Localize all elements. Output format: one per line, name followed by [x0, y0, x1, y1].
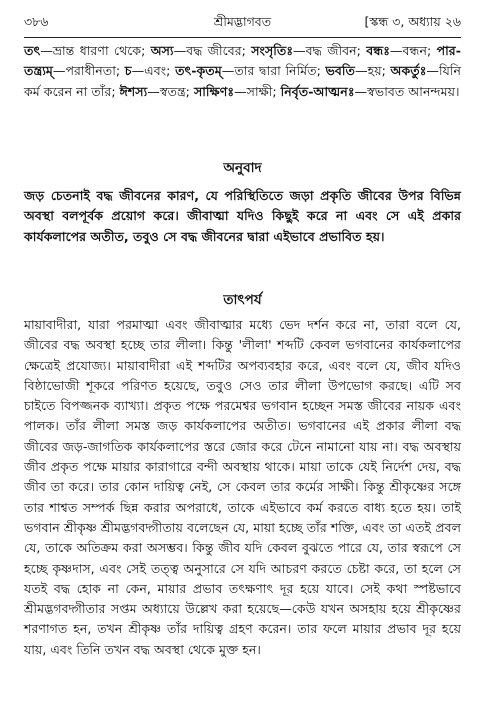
- synonym-meaning: —তার দ্বারা নির্মিত;: [221, 63, 326, 79]
- synonym-word: চ: [124, 63, 132, 79]
- synonym-word: তৎ-কৃতম্: [175, 63, 222, 79]
- synonym-meaning: —বন্ধন;: [389, 43, 437, 58]
- synonym-meaning: —যিনি কর্ম করেন না তাঁর;: [24, 63, 461, 99]
- synonym-meaning: —বদ্ধ জীবের;: [173, 43, 252, 58]
- running-header: [24, 12, 461, 38]
- purport-block: [24, 289, 461, 660]
- purport-heading: তাৎপর্য: [223, 292, 262, 308]
- synonym-meaning: —বদ্ধ জীবন;: [293, 43, 367, 58]
- translation-block: [24, 157, 461, 247]
- synonym-meaning: —স্বভাবত আনন্দময়।: [354, 83, 460, 99]
- synonym-meaning: —পরাধীনতা;: [52, 63, 125, 79]
- synonym-meaning: —ভ্রান্ত ধারণা থেকে;: [40, 43, 151, 58]
- synonyms-paragraph: [24, 41, 461, 102]
- synonym-word: সংসৃতিঃ: [251, 43, 294, 58]
- synonym-word: পার-তন্ত্র্যম্: [24, 43, 461, 79]
- purport-text: মায়াবাদীরা, যারা পরমাত্মা এবং জীবাত্মার মধ্যে ভেদ দর্শন করে না, তারা বলে যে, জীবের বদ্ধ অবস্থা হচ্ছে তার লীলা। কিন্তু 'লীলা' শব্দটি কেবল ভগবানের কার্যকলাপের ক্ষেত্রেই প্রযোজ্য। মায়াবাদীরা এই শব্দটির অপব্যবহার করে, এবং বলে যে, জীব যদিও বিষ্ঠাভোজী শূকরে পরিণত হয়েছে, তবুও সেও তার লীলা উপভোগ করছে। এটি সব চাইতে বিপজ্জনক ব্যাখ্যা। প্রকৃত পক্ষে পরমেশ্বর ভগবান হচ্ছেন সমস্ত জীবের নায়ক এবং পালক। তাঁর লীলা সমস্ত জড় কার্যকলাপের অতীত। ভগবানের এই প্রকার লীলা বদ্ধ জীবের জড়-জাগতিক কার্যকলাপের স্তরে জোর করে টেনে নামানো যায় না। বদ্ধ অবস্থায় জীব প্রকৃত পক্ষে মায়ার কারাগারে বন্দী অবস্থায় থাকে। মায়া তাকে যেই নির্দেশ দেয়, বদ্ধ জীব তা করে। তার কোন দায়িত্ব নেই, সে কেবল তার কর্মের সাক্ষী। কিন্তু শ্রীকৃষ্ণের সঙ্গে তার শাশ্বত সম্পর্ক ছিন্ন করার অপরাধে, তাকে এইভাবে কর্ম করতে বাধ্য হতে হয়। তাই ভগবান শ্রীকৃষ্ণ শ্রীমদ্ভগবদ্গীতায় বলেছেন যে, মায়া হচ্ছে তাঁর শক্তি, এবং তা এতই প্রবল যে, তাকে অতিক্রম করা অসম্ভব। কিন্তু জীব যদি কেবল বুঝতে পারে যে, তার স্বরূপে সে হচ্ছে কৃষ্ণদাস, এবং সেই তত্ত্ব অনুসারে সে যদি আচরণ করতে চেষ্টা করে, তা হলে সে যতই বদ্ধ হোক না কেন, মায়ার প্রভাব তৎক্ষণাৎ দূর হয়ে যাবে। সেই কথা স্পষ্টভাবে শ্রীমদ্ভগবদ্গীতার সপ্তম অধ্যায়ে উল্লেখ করা হয়েছে—কেউ যখন অসহায় হয়ে শ্রীকৃষ্ণের শরণাগত হন, তখন শ্রীকৃষ্ণ তাঁর দায়িত্ব গ্রহণ করেন। তার ফলে মায়ার প্রভাব দূর হয়ে যায়, এবং তিনি তখন বদ্ধ অবস্থা থেকে মুক্ত হন।: [24, 317, 461, 657]
- synonym-meaning: —সাক্ষী;: [234, 83, 281, 99]
- translation-heading: অনুবাদ: [223, 160, 262, 176]
- synonym-word: তৎ: [24, 43, 41, 58]
- synonym-word: ঈশস্য: [119, 83, 148, 99]
- running-title: শ্রীমদ্ভাগবত: [213, 14, 272, 29]
- synonym-word: বন্ধঃ: [366, 43, 390, 58]
- synonym-word: অস্য: [150, 43, 174, 58]
- synonym-word: ভবতি: [325, 63, 355, 79]
- synonym-word: অকর্তুঃ: [390, 63, 427, 79]
- page-number: ৩৮৬: [24, 14, 49, 29]
- synonym-word: নির্বৃত-আত্মনঃ: [280, 83, 355, 99]
- synonym-meaning: —স্বতন্ত্র;: [147, 83, 194, 99]
- translation-text: জড় চেতনাই বদ্ধ জীবনের কারণ, যে পরিস্থিতিতে জড়া প্রকৃতি জীবের উপর বিভিন্ন অবস্থা বলপূর্বক প্রয়োগ করে। জীবাত্মা যদিও কিছুই করে না এবং সে এই প্রকার কার্যকলাপের অতীত, তবুও সে বদ্ধ জীবনের দ্বারা এইভাবে প্রভাবিত হয়।: [24, 188, 461, 244]
- synonym-meaning: —এবং;: [131, 63, 176, 79]
- section-reference: [স্কন্ধ ৩, অধ্যায় ২৬: [364, 14, 461, 29]
- synonyms-block: [24, 41, 461, 102]
- synonym-meaning: —হয়;: [354, 63, 391, 79]
- synonym-word: সাক্ষিণঃ: [193, 83, 235, 99]
